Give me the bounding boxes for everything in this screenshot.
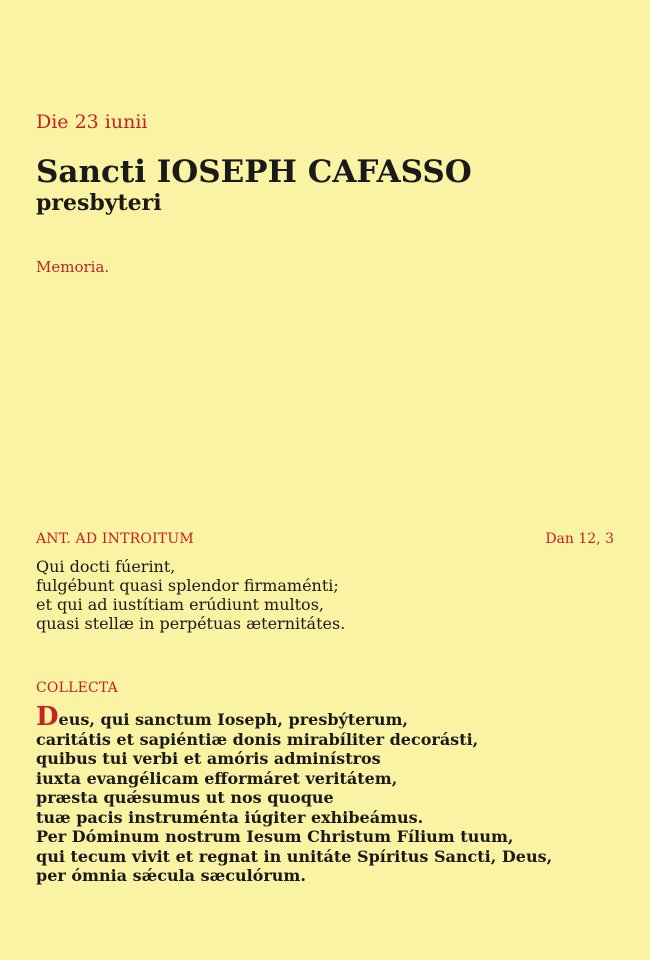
introit-line: fulgébunt quasi splendor firmaménti;	[36, 576, 339, 595]
collect-first-line	[36, 702, 552, 732]
introit-line: quasi stellæ in perpétuas æternitátes.	[36, 614, 346, 633]
collect-heading: COLLECTA	[36, 680, 118, 696]
collect-line: Per Dóminum nostrum Iesum Christum Fílium tuum,	[36, 827, 514, 846]
collect-initial: D	[36, 702, 59, 732]
collect-line: eus, qui sanctum Ioseph, presbýterum,	[58, 710, 408, 729]
collect-line: per ómnia sǽcula sæculórum.	[36, 866, 306, 885]
page-title: Sancti IOSEPH CAFASSO	[36, 154, 472, 190]
page-subtitle: presbyteri	[36, 190, 162, 216]
introit-text	[36, 557, 345, 633]
collect-line: quibus tui verbi et amóris adminístros	[36, 749, 381, 768]
introit-line: Qui docti fúerint,	[36, 557, 176, 576]
introit-heading: ANT. AD INTROITUM	[36, 531, 194, 547]
collect-line: tuæ pacis instruménta iúgiter exhibeámus.	[36, 807, 424, 827]
feast-date: Die 23 iunii	[36, 111, 148, 133]
collect-line: præsta quǽsumus ut nos quoque	[36, 788, 334, 807]
introit-reference: Dan 12, 3	[545, 531, 614, 547]
collect-text	[36, 702, 553, 886]
collect-line: iuxta evangélicam efformáret veritátem,	[36, 768, 398, 788]
introit-line: et qui ad iustítiam erúdiunt multos,	[36, 595, 324, 614]
collect-line: qui tecum vivit et regnat in unitáte Spíritus Sancti, Deus,	[36, 846, 553, 866]
collect-line: caritátis et sapiéntiæ donis mirabíliter decorásti,	[36, 729, 479, 749]
feast-rank: Memoria.	[36, 258, 110, 276]
